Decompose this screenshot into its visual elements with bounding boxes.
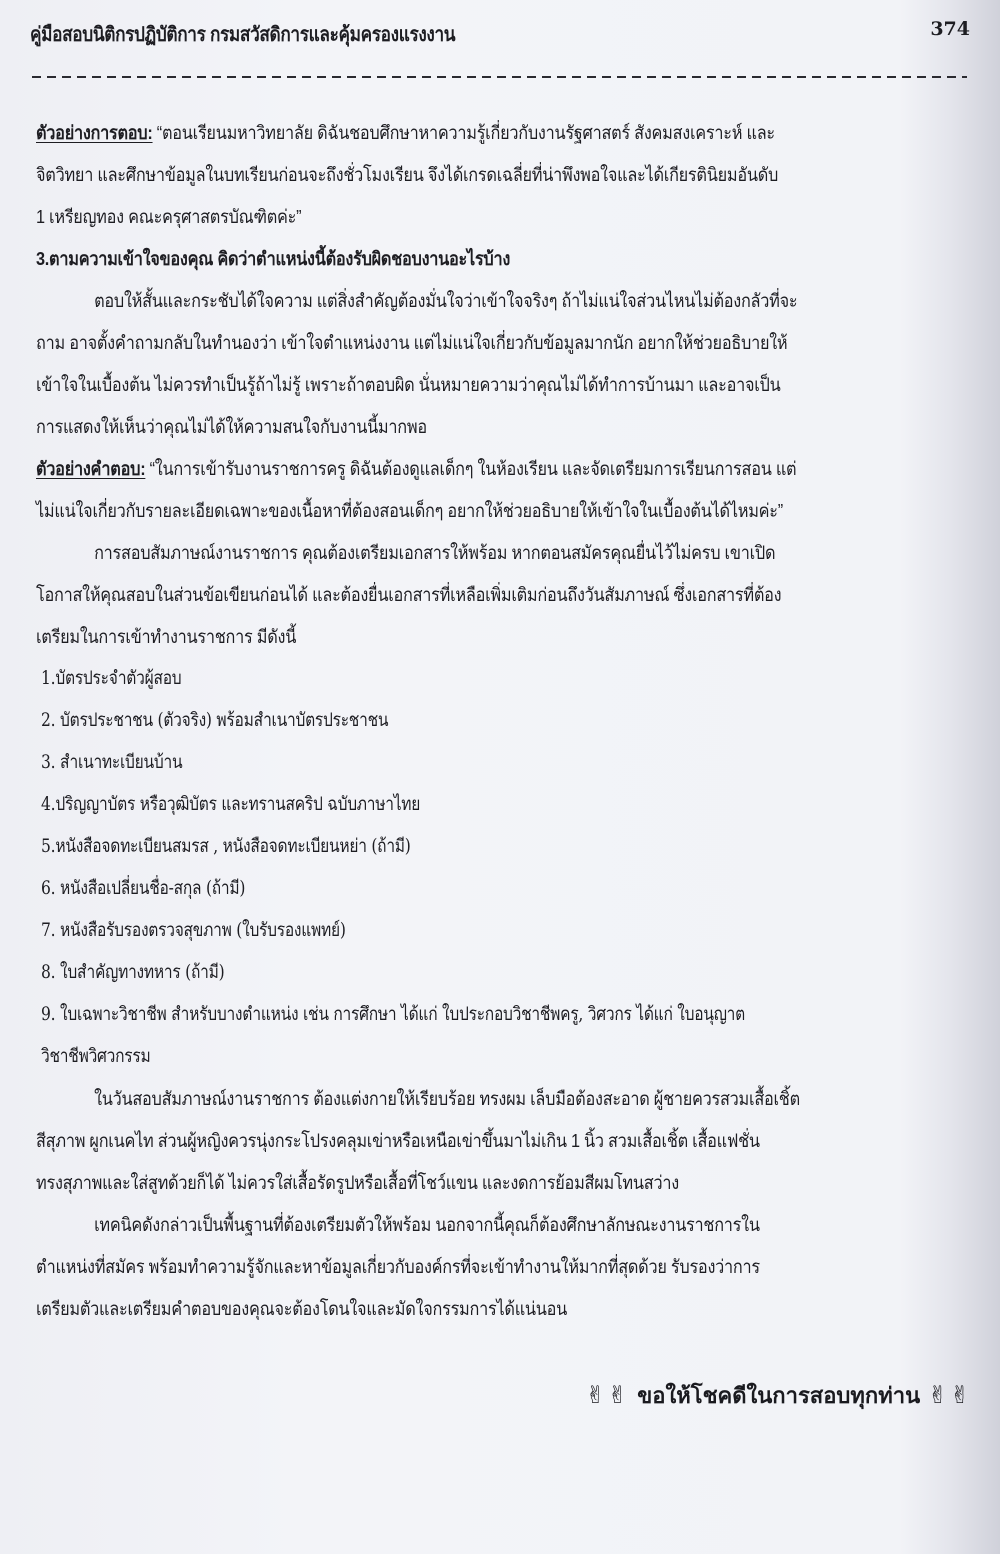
document-list-item: 6. หนังสือเปลี่ยนชื่อ-สกุล (ถ้ามี) <box>41 878 246 899</box>
document-list-item: 5.หนังสือจดทะเบียนสมรส , หนังสือจดทะเบียนหย่า (ถ้ามี) <box>41 836 411 857</box>
dress-paragraph-line: ในวันสอบสัมภาษณ์งานราชการ ต้องแต่งกายให้เรียบร้อย ทรงผม เล็บมือต้องสะอาด ผู้ชายควรสวมเสื้อเชิ้ต <box>94 1088 800 1109</box>
document-list-item: 7. หนังสือรับรองตรวจสุขภาพ (ใบรับรองแพทย์) <box>41 920 346 941</box>
example-answer-1-line: จิตวิทยา และศึกษาข้อมูลในบทเรียนก่อนจะถึงชั่วโมงเรียน จึงได้เกรดเฉลี่ยที่น่าพึงพอใจและได้เกียรตินิยมอันดับ <box>36 164 779 185</box>
document-list-item: 1.บัตรประจำตัวผู้สอบ <box>41 668 182 689</box>
victory-hand-icon: ✌✌ <box>585 1381 630 1409</box>
example-answer-1-line: 1 เหรียญทอง คณะครุศาสตรบัณฑิตค่ะ” <box>36 206 302 227</box>
question-3-line: ถาม อาจตั้งคำถามกลับในทำนองว่า เข้าใจตำแหน่งงาน แต่ไม่แน่ใจเกี่ยวกับข้อมูลมากนัก อยากให้ช่วยอธิบายให้ <box>36 332 788 353</box>
question-3-line: ตอบให้สั้นและกระชับได้ใจความ แต่สิ่งสำคัญต้องมั่นใจว่าเข้าใจจริงๆ ถ้าไม่แน่ใจส่วนไหนไม่ต้องกลัวที่จะ <box>94 290 798 311</box>
example-answer-1-line: ตัวอย่างการตอบ: “ตอนเรียนมหาวิทยาลัย ดิฉันชอบศึกษาหาความรู้เกี่ยวกับงานรัฐศาสตร์ สังคมสงเคราะห์ และ <box>36 122 775 143</box>
dress-paragraph-line: สีสุภาพ ผูกเนคไท ส่วนผู้หญิงควรนุ่งกระโปรงคลุมเข่าหรือเหนือเข่าขึ้นมาไม่เกิน 1 นิ้ว สวมเสื้อเชิ้ต เสื้อแฟชั่น <box>36 1130 760 1151</box>
documents-intro-line: เตรียมในการเข้าทำงานราชการ มีดังนี้ <box>36 626 297 647</box>
victory-hand-icon: ✌✌ <box>927 1381 972 1409</box>
document-list-item: 4.ปริญญาบัตร หรือวุฒิบัตร และทรานสคริป ฉบับภาษาไทย <box>41 794 421 815</box>
page-header <box>30 18 970 52</box>
document-list-item: 3. สำเนาทะเบียนบ้าน <box>41 752 183 773</box>
dashed-divider <box>32 76 967 78</box>
closing-paragraph-line: เทคนิคดังกล่าวเป็นพื้นฐานที่ต้องเตรียมตัวให้พร้อม นอกจากนี้คุณก็ต้องศึกษาลักษณะงานราชการใน <box>94 1214 760 1235</box>
book-title: คู่มือสอบนิติกรปฏิบัติการ กรมสวัสดิการและคุ้มครองแรงงาน <box>30 24 456 46</box>
question-3-line: เข้าใจในเบื้องต้น ไม่ควรทำเป็นรู้ถ้าไม่รู้ เพราะถ้าตอบผิด นั่นหมายความว่าคุณไม่ได้ทำการบ้านมา และอาจเป็น <box>36 374 781 395</box>
dress-paragraph-line: ทรงสุภาพและใส่สูทด้วยก็ได้ ไม่ควรใส่เสื้อรัดรูปหรือเสื้อที่โชว์แขน และงดการย้อมสีผมโทนสว่าง <box>36 1172 679 1193</box>
document-list-item: 8. ใบสำคัญทางทหาร (ถ้ามี) <box>41 962 225 983</box>
closing-paragraph-line: ตำแหน่งที่สมัคร พร้อมทำความรู้จักและหาข้อมูลเกี่ยวกับองค์กรที่จะเข้าทำงานให้มากที่สุดด้วย รับรองว่าการ <box>36 1256 760 1277</box>
document-list-item: 9. ใบเฉพาะวิชาชีพ สำหรับบางตำแหน่ง เช่น การศึกษา ได้แก่ ใบประกอบวิชาชีพครู, วิศวกร ได้แก่ ใบอนุญาต <box>41 1004 745 1025</box>
documents-intro-line: การสอบสัมภาษณ์งานราชการ คุณต้องเตรียมเอกสารให้พร้อม หากตอนสมัครคุณยื่นไว้ไม่ครบ เขาเปิด <box>94 542 776 563</box>
good-luck-sign-off <box>585 1378 972 1413</box>
document-list-item-continued: วิชาชีพวิศวกรรม <box>41 1046 151 1067</box>
example-answer-label: ตัวอย่างการตอบ: <box>36 122 153 143</box>
documents-intro-line: โอกาสให้คุณสอบในส่วนข้อเขียนก่อนได้ และต้องยื่นเอกสารที่เหลือเพิ่มเติมก่อนถึงวันสัมภาษณ์ ซึ่งเอกสารที่ต้อง <box>36 584 782 605</box>
document-list-item: 2. บัตรประชาชน (ตัวจริง) พร้อมสำเนาบัตรประชาชน <box>41 710 389 731</box>
closing-paragraph-line: เตรียมตัวและเตรียมคำตอบของคุณจะต้องโดนใจและมัดใจกรรมการได้แน่นอน <box>36 1298 568 1319</box>
question-3-heading: 3.ตามความเข้าใจของคุณ คิดว่าตำแหน่งนี้ต้องรับผิดชอบงานอะไรบ้าง <box>36 248 511 269</box>
question-3-line: การแสดงให้เห็นว่าคุณไม่ได้ให้ความสนใจกับงานนี้มากพอ <box>36 416 427 437</box>
example-answer-2-line: ตัวอย่างคำตอบ: “ในการเข้ารับงานราชการครู ดิฉันต้องดูแลเด็กๆ ในห้องเรียน และจัดเตรียมการเรียนการสอน แต่ <box>36 458 797 479</box>
example-answer-2-line: ไม่แน่ใจเกี่ยวกับรายละเอียดเฉพาะของเนื้อหาที่ต้องสอนเด็กๆ อยากให้ช่วยอธิบายให้เข้าใจในเบื้องต้นได้ไหมค่ะ” <box>36 500 783 521</box>
page-body <box>36 112 976 1330</box>
good-luck-text: ขอให้โชคดีในการสอบทุกท่าน <box>637 1384 921 1409</box>
page-number: 374 <box>930 18 970 40</box>
example-answer-label: ตัวอย่างคำตอบ: <box>36 458 146 479</box>
